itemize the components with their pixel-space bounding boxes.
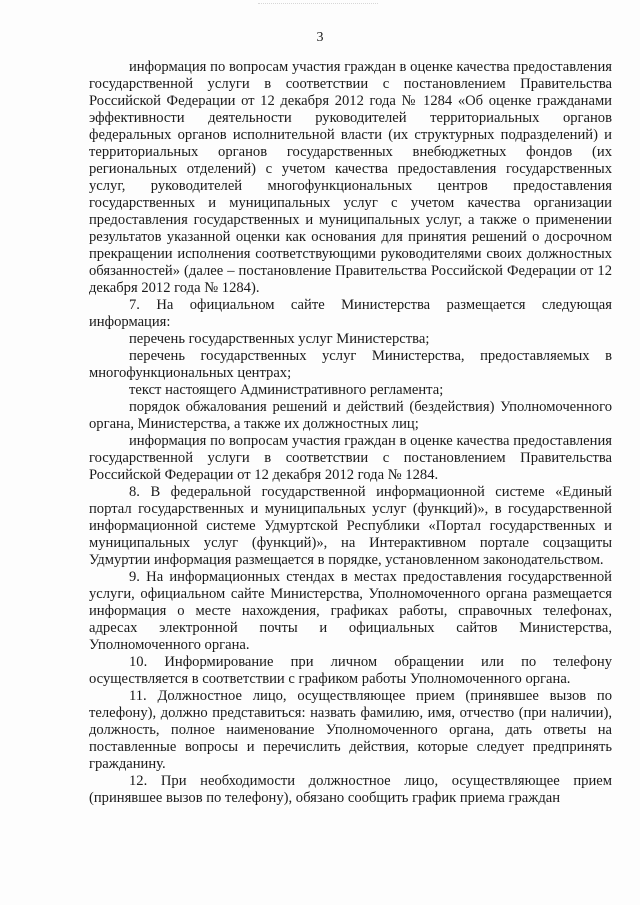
list-item-appeal-procedure: порядок обжалования решений и действий (бездействия) Уполномоченного органа, Министерства, а также их должностных лиц; <box>89 399 612 432</box>
list-item-services-list: перечень государственных услуг Министерства; <box>129 331 430 347</box>
paragraph-11-official-duties: 11. Должностное лицо, осуществляющее прием (принявшее вызов по телефону), должно представиться: назвать фамилию, имя, отчество (при наличии), должность, полное наименование Уполномоченного органа, дать ответы на поставленные вопросы и перечислить действия, которые следует предпринять гражданину. <box>89 688 612 772</box>
scan-artifact <box>258 3 378 10</box>
page-number: 3 <box>316 30 324 45</box>
document-body <box>89 59 612 807</box>
paragraph-info-quality-assessment: информация по вопросам участия граждан в оценке качества предоставления государственной услуги в соответствии с постановлением Правительства Российской Федерации от 12 декабря 2012 года № 1284 «Об оценке гражданами эффективности деятельности руководителей территориальных органов федеральных органов исполнительной власти (их структурных подразделений) и территориальных органов государственных внебюджетных фондов (их региональных отделений) с учетом качества предоставления государственных услуг, руководителей многофункциональных центров предоставления государственных и муниципальных услуг с учетом качества организации предоставления государственных и муниципальных услуг, а также о применении результатов указанной оценки как основания для принятия решений о досрочном прекращении исполнения соответствующими руководителями своих должностных обязанностей» (далее – постановление Правительства Российской Федерации от 12 декабря 2012 года № 1284). <box>89 59 612 296</box>
list-item-mfc-services: перечень государственных услуг Министерства, предоставляемых в многофункциональных центрах; <box>89 348 612 381</box>
list-item-regulation-text: текст настоящего Административного регламента; <box>129 382 444 398</box>
paragraph-9-info-stands: 9. На информационных стендах в местах предоставления государственной услуги, официальном сайте Министерства, Уполномоченного органа размещается информация о месте нахождения, графиках работы, справочных телефонах, адресах электронной почты и официальных сайтов Министерства, Уполномоченного органа. <box>89 569 612 653</box>
paragraph-7-ministry-site: 7. На официальном сайте Министерства размещается следующая информация: <box>89 297 612 330</box>
paragraph-10-informing: 10. Информирование при личном обращении или по телефону осуществляется в соответствии с графиком работы Уполномоченного органа. <box>89 654 612 687</box>
list-item-quality-assessment: информация по вопросам участия граждан в оценке качества предоставления государственной услуги в соответствии с постановлением Правительства Российской Федерации от 12 декабря 2012 года № 1284. <box>89 433 612 483</box>
paragraph-8-portals: 8. В федеральной государственной информационной системе «Единый портал государственных и муниципальных услуг (функций)», в государственной информационной системе Удмуртской Республики «Портал государственных и муниципальных услуг (функций)», на Интерактивном портале соцзащиты Удмуртии информация размещается в порядке, установленном законодательством. <box>89 484 612 568</box>
paragraph-12-reception-schedule: 12. При необходимости должностное лицо, осуществляющее прием (принявшее вызов по телефону), обязано сообщить график приема граждан <box>89 773 612 806</box>
